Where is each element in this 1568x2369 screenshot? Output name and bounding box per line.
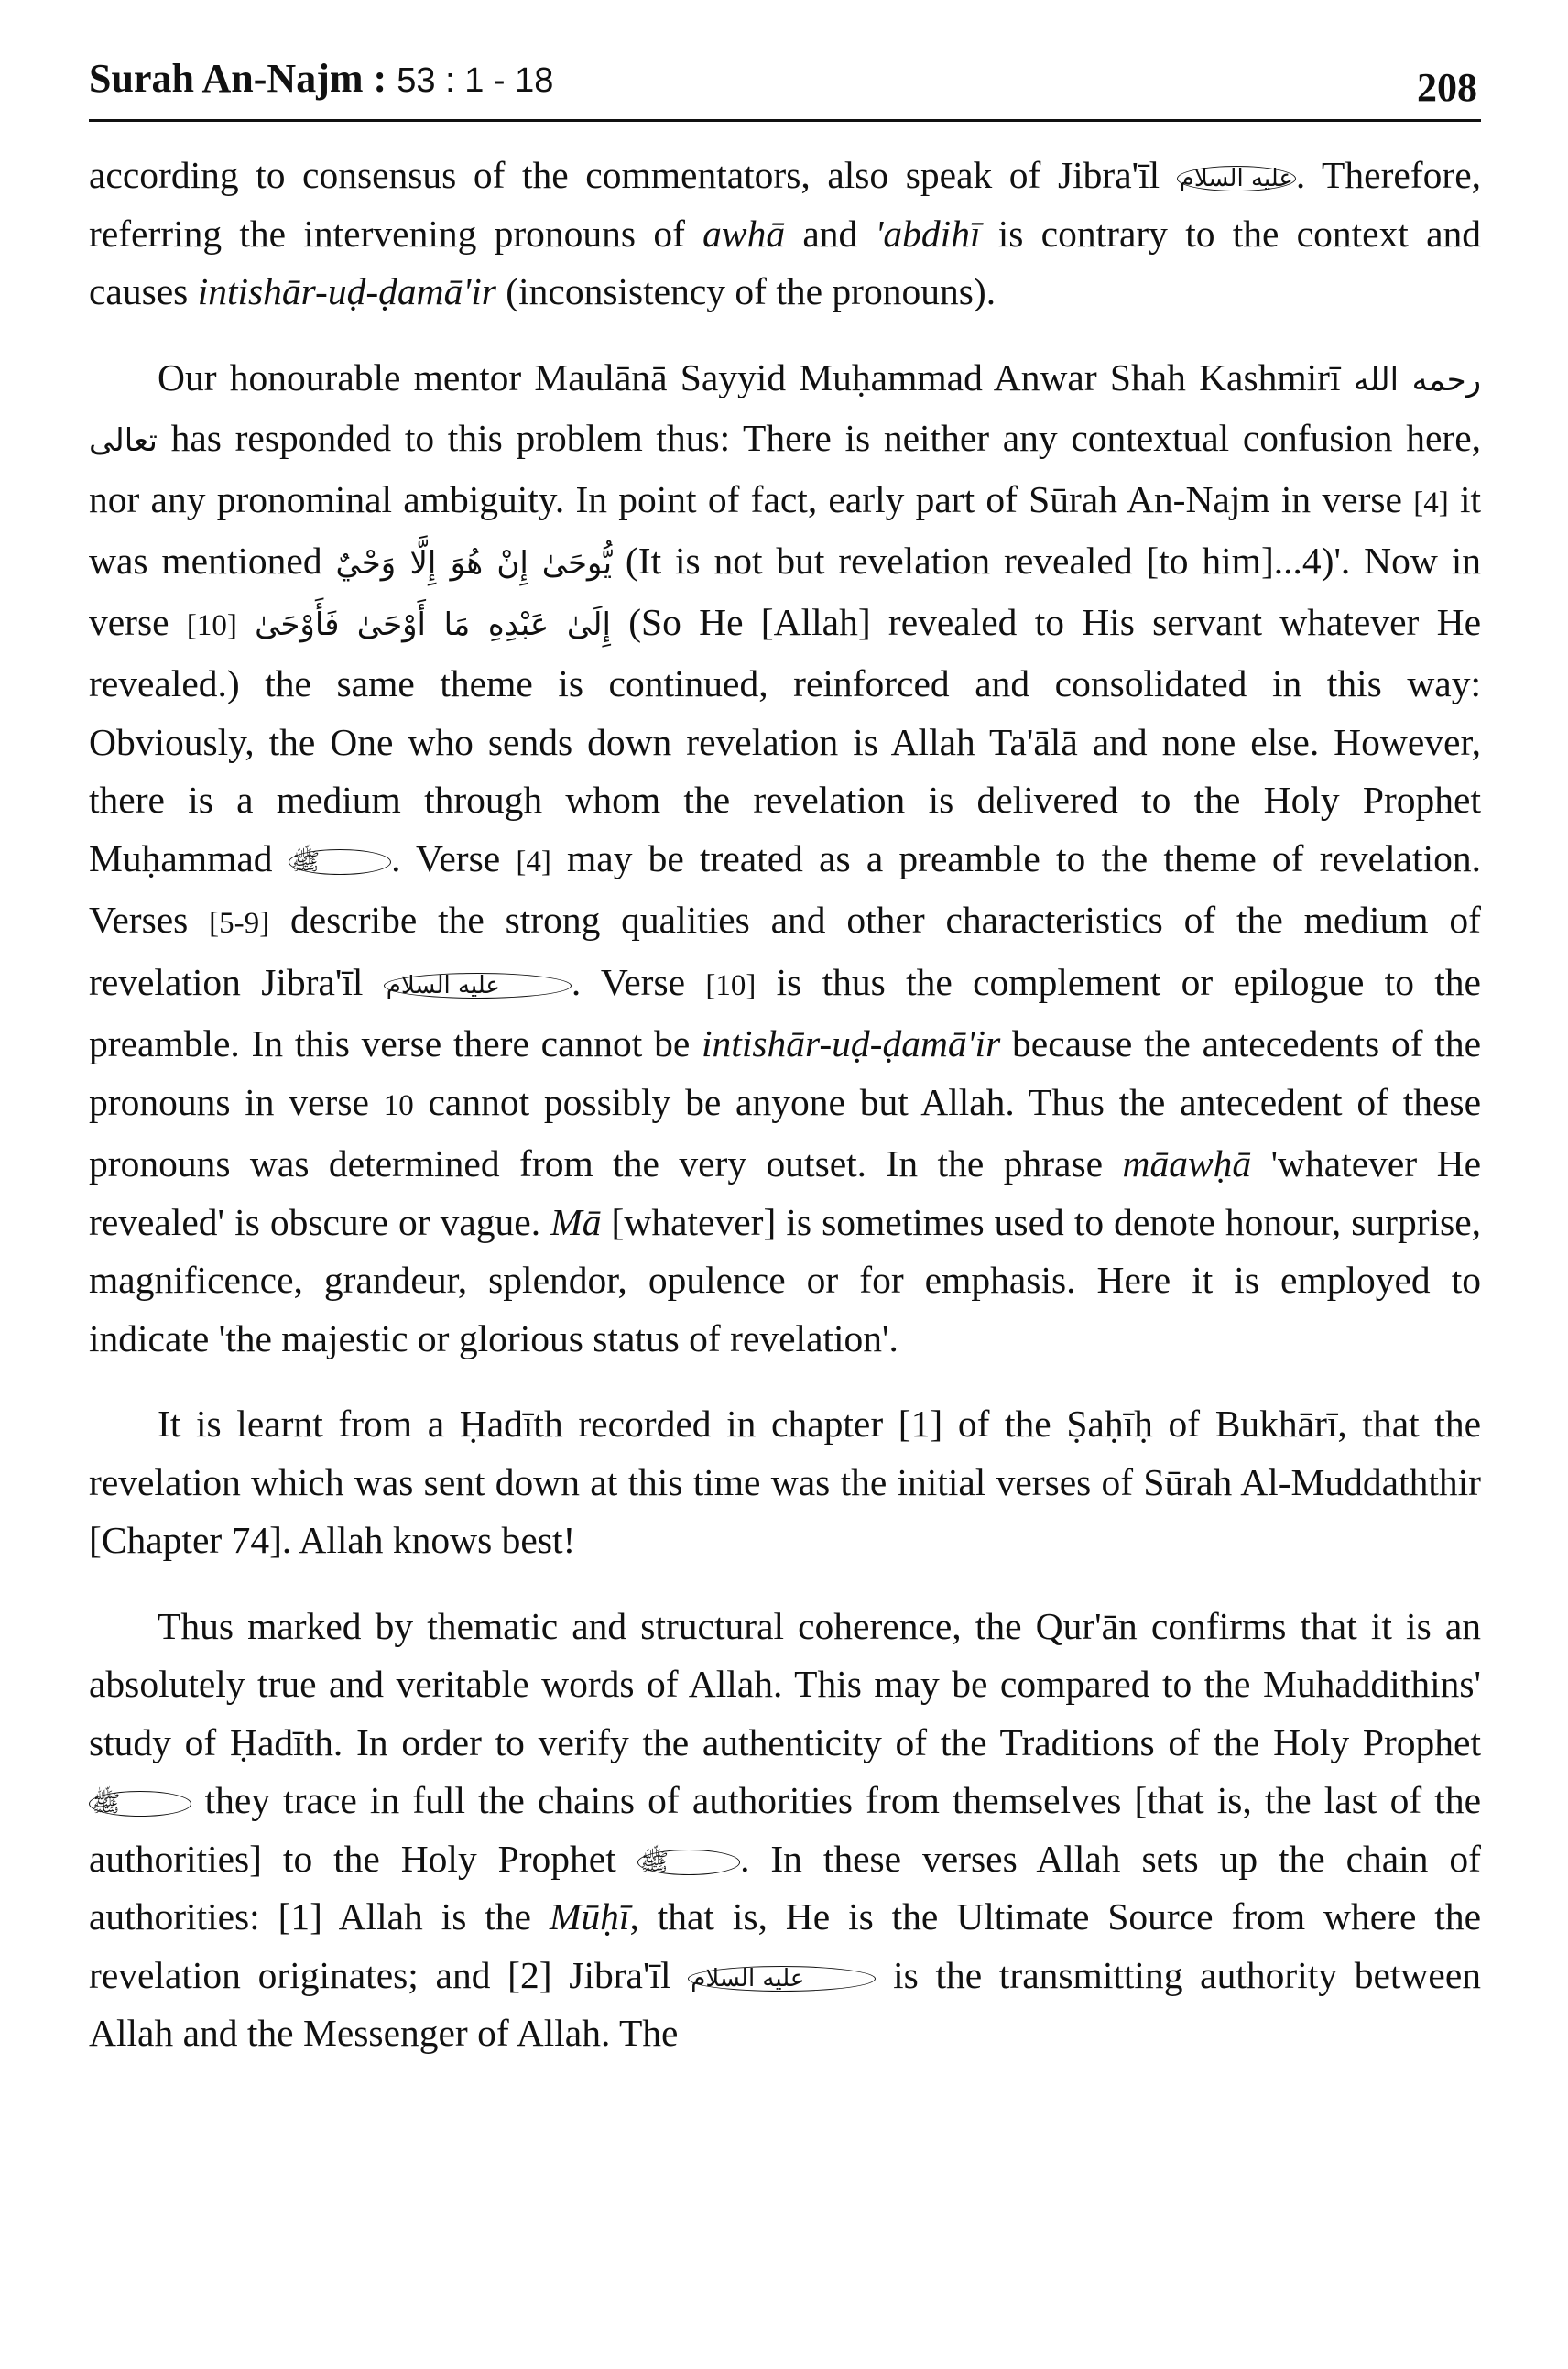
- body-text: [89, 147, 1481, 2091]
- text-run: . Verse: [571, 960, 706, 1003]
- text-run: [whatever] is sometimes used to denote honour, surprise, magnificence, grandeur, splendor, opulence or for emphasis. Here it is employed to indicate 'the majestic or glorious status of revelation'.: [89, 1200, 1481, 1359]
- verse-number: [5-9]: [209, 907, 270, 940]
- text-run: Our honourable mentor Maulānā Sayyid Muḥammad Anwar Shah Kashmirī: [158, 355, 1354, 398]
- alayhis-salam-icon: عليه السلام: [1177, 166, 1296, 191]
- italic-term: awhā: [702, 212, 786, 255]
- verse-number: 10: [383, 1088, 414, 1122]
- running-header: [89, 48, 1481, 121]
- text-run: has responded to this problem thus: There is neither any contextual confusion here, nor any pronominal ambiguity. In point of fact, early part of Sūrah An-Najm in verse: [89, 417, 1481, 520]
- text-run: . Therefore, referring the intervening pronouns of: [89, 154, 1481, 255]
- arabic-verse-4: إِنْ هُوَ إِلَّا وَحْيٌ: [335, 545, 528, 582]
- text-run: according to consensus of the commentators, also speak of Jibra'īl: [89, 154, 1177, 196]
- paragraph-4: [89, 1598, 1481, 2063]
- text-run: cannot possibly be anyone but Allah. Thus the antecedent of these pronouns was determined from the very outset. In the phrase: [89, 1080, 1481, 1184]
- text-run: (It is not but revelation revealed [to him]...4)'. Now in verse: [89, 540, 1481, 643]
- italic-term: 'abdihī: [875, 212, 981, 255]
- verse-number: [4]: [516, 845, 551, 879]
- text-run: is contrary to the context and causes: [89, 212, 1482, 312]
- italic-term: māawḥā: [1122, 1142, 1252, 1184]
- arabic-rahmatullah: رحمه الله تعالى: [89, 361, 1482, 459]
- text-run: Thus marked by thematic and structural coherence, the Qur'ān confirms that it is an absolutely true and veritable words of Allah. This may be compared to the Muhaddithins' study of Ḥadīth. In order to verify the authenticity of the Traditions of the Holy Prophet: [89, 1604, 1481, 1763]
- sallallahu-icon: ﷺ: [637, 1850, 740, 1875]
- text-run: [237, 601, 255, 643]
- text-run: (So He [Allah] revealed to His servant whatever He revealed.) the same theme is continued, reinforced and consolidated in this way: Obviously, the One who sends down revelation is Allah Ta'ālā and none else. However, there is a medium through whom the revelation is delivered to the Holy Prophet Muḥammad: [89, 600, 1481, 879]
- arabic-verse-4-end: يُّوحَىٰ: [541, 545, 613, 582]
- page-number: 208: [1417, 65, 1477, 110]
- italic-term: intishār-uḍ-ḍamā'ir: [702, 1022, 1001, 1064]
- italic-term: Mūḥī: [549, 1895, 630, 1938]
- paragraph-2: [89, 349, 1481, 1369]
- text-run: is the transmitting authority between Allah and the Messenger of Allah. The: [89, 1953, 1481, 2054]
- text-run: they trace in full the chains of authorities from themselves [that is, the last of the authorities] to the Holy Prophet: [89, 1779, 1481, 1880]
- text-run: and: [785, 212, 876, 255]
- text-run: it was mentioned: [89, 477, 1481, 582]
- header-title: [89, 55, 553, 104]
- italic-term: Mā: [550, 1200, 602, 1243]
- verse-number: [10]: [705, 968, 757, 1002]
- verse-number: [10]: [186, 608, 237, 642]
- text-run: describe the strong qualities and other characteristics of the medium of revelation Jibra'īl: [89, 899, 1481, 1003]
- arabic-verse-10-start: فَأَوْحَىٰ: [255, 606, 340, 643]
- surah-title: Surah An-Najm :: [89, 56, 387, 101]
- text-run: . Verse: [391, 836, 517, 879]
- text-run: may be treated as a preamble to the theme of revelation. Verses: [89, 836, 1481, 941]
- text-run: . In these verses Allah sets up the chain of authorities: [1] Allah is the: [89, 1837, 1481, 1938]
- italic-term: intishār-uḍ-ḍamā'ir: [197, 270, 496, 312]
- paragraph-3: It is learnt from a Ḥadīth recorded in chapter [1] of the Ṣaḥīḥ of Bukhārī, that the revelation which was sent down at this time was the initial verses of Sūrah Al-Muddaththir [Chapter 74]. Allah knows best!: [89, 1403, 1481, 1561]
- text-run: 'whatever He revealed' is obscure or vague.: [89, 1142, 1481, 1243]
- text-run: because the antecedents of the pronouns in verse: [89, 1022, 1481, 1123]
- text-run: is thus the complement or epilogue to the preamble. In this verse there cannot be: [89, 960, 1481, 1064]
- arabic-verse-10: إِلَىٰ عَبْدِهِ مَا أَوْحَىٰ: [356, 606, 611, 643]
- text-run: (inconsistency of the pronouns).: [495, 270, 996, 312]
- verse-reference: 53 : 1 - 18: [397, 61, 554, 100]
- paragraph-1: [89, 147, 1481, 322]
- verse-number: [4]: [1413, 486, 1449, 519]
- alayhis-salam-icon: عليه السلام: [688, 1966, 876, 1992]
- text-run: , that is, He is the Ultimate Source from where the revelation originates; and [2] Jibra'īl: [89, 1895, 1481, 1996]
- sallallahu-icon: ﷺ: [289, 849, 391, 875]
- header-divider: [89, 119, 1481, 122]
- sallallahu-icon: ﷺ: [89, 1791, 191, 1817]
- alayhis-salam-icon: عليه السلام: [384, 973, 572, 999]
